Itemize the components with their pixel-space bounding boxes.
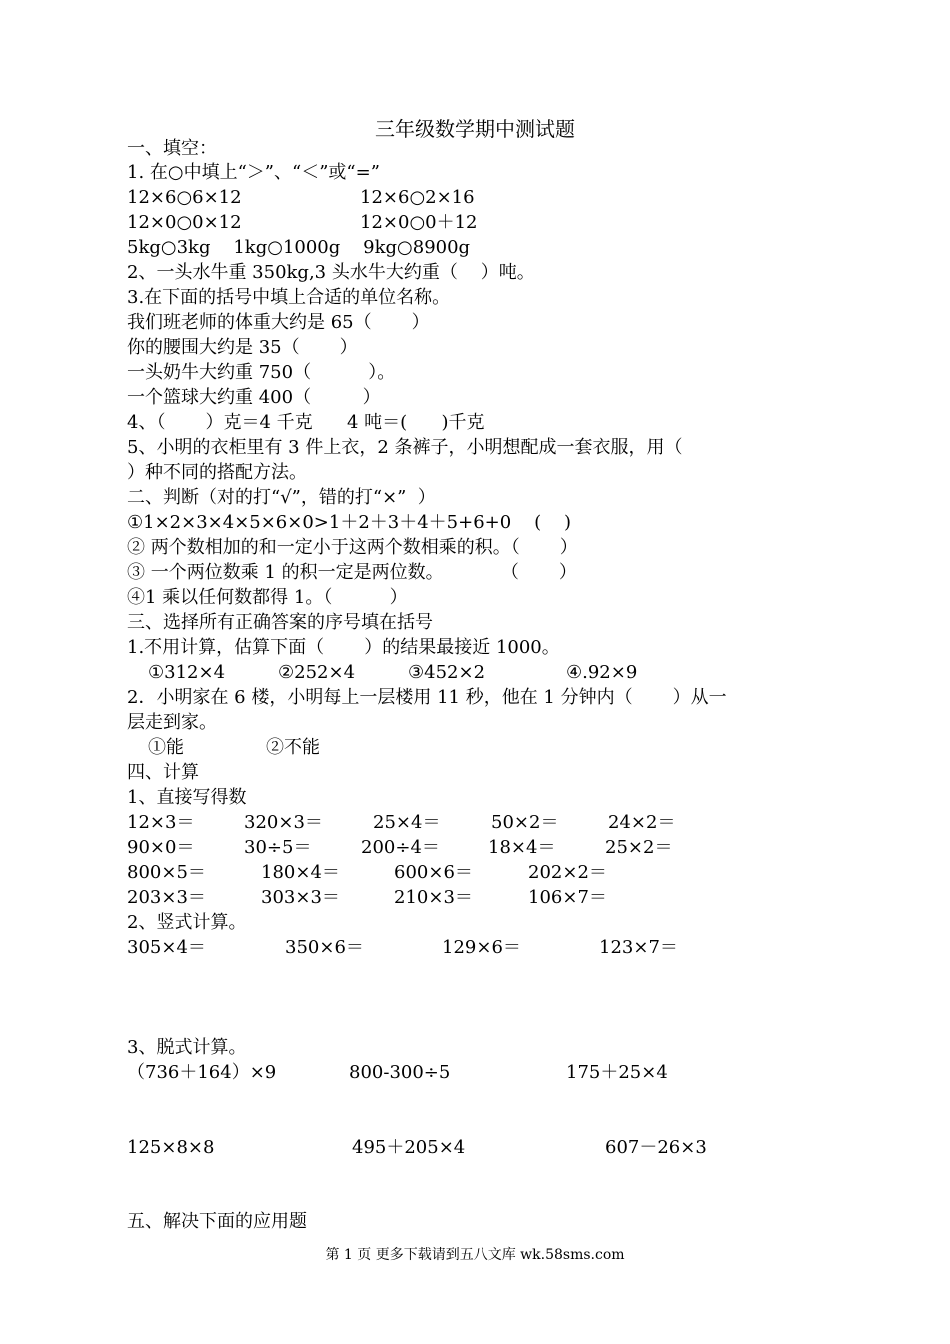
calc-item: 106×7＝ (528, 887, 607, 908)
calc-item: 203×3＝ (127, 887, 206, 908)
section1-q2: 2、一头水牛重 350kg,3 头水牛大约重（ ）吨。 (127, 262, 535, 283)
section3-q2-line2: 层走到家。 (127, 712, 217, 733)
q1-row1-b: 12×6○2×16 (360, 187, 475, 208)
calc-item: 303×3＝ (261, 887, 340, 908)
choice-option: ①312×4 (148, 662, 226, 683)
calc-item: 175＋25×4 (566, 1062, 668, 1083)
section4-sub3: 3、脱式计算。 (127, 1037, 247, 1058)
calc-item: （736＋164）×9 (127, 1062, 277, 1083)
q3-item: 一头奶牛大约重 750（ ）。 (127, 362, 396, 383)
page-footer: 第 1 页 更多下载请到五八文库 wk.58sms.com (325, 1247, 625, 1263)
calc-item: 125×8×8 (127, 1137, 215, 1158)
section4-heading: 四、计算 (127, 762, 199, 783)
calc-item: 129×6＝ (442, 937, 521, 958)
section4-sub2: 2、竖式计算。 (127, 912, 247, 933)
calc-item: 495＋205×4 (352, 1137, 466, 1158)
calc-item: 180×4＝ (261, 862, 340, 883)
judge-item: ④1 乘以任何数都得 1。（ ） (127, 587, 408, 608)
section3-heading: 三、选择所有正确答案的序号填在括号 (127, 612, 433, 633)
calc-item: 210×3＝ (394, 887, 473, 908)
section1-q5-line2: ）种不同的搭配方法。 (127, 462, 307, 483)
section1-q1: 1. 在○中填上“＞”、“＜”或“=” (127, 162, 380, 183)
section5-heading: 五、解决下面的应用题 (127, 1211, 307, 1232)
calc-item: 25×2＝ (605, 837, 673, 858)
calc-item: 350×6＝ (285, 937, 364, 958)
q3-item: 我们班老师的体重大约是 65（ ） (127, 312, 430, 333)
choice-option: ②不能 (266, 737, 320, 758)
calc-item: 320×3＝ (244, 812, 323, 833)
calc-item: 800×5＝ (127, 862, 206, 883)
q1-units: 5kg○3kg 1kg○1000g 9kg○8900g (127, 237, 471, 258)
choice-option: ①能 (148, 737, 184, 758)
calc-item: 12×3＝ (127, 812, 195, 833)
section2-heading: 二、判断（对的打“√”，错的打“×” ） (127, 487, 436, 508)
q1-row1-a: 12×6○6×12 (127, 187, 242, 208)
calc-item: 30÷5＝ (244, 837, 312, 858)
choice-option: ③452×2 (408, 662, 486, 683)
q1-row2-b: 12×0○0＋12 (360, 212, 478, 233)
section3-q1: 1.不用计算，估算下面（ ）的结果最接近 1000。 (127, 637, 560, 658)
section1-q3: 3.在下面的括号中填上合适的单位名称。 (127, 287, 451, 308)
q3-item: 你的腰围大约是 35（ ） (127, 337, 358, 358)
judge-item: ①1×2×3×4×5×6×0>1＋2＋3＋4＋5+6+0 ( ) (127, 512, 572, 533)
calc-item: 18×4＝ (488, 837, 556, 858)
calc-item: 50×2＝ (491, 812, 559, 833)
calc-item: 305×4＝ (127, 937, 206, 958)
judge-item: ② 两个数相加的和一定小于这两个数相乘的积。（ ） (127, 537, 578, 558)
calc-item: 24×2＝ (608, 812, 676, 833)
calc-item: 800-300÷5 (349, 1062, 451, 1083)
q1-row2-a: 12×0○0×12 (127, 212, 242, 233)
section3-q2-line1: 2．小明家在 6 楼，小明每上一层楼用 11 秒，他在 1 分钟内（ ）从一 (127, 687, 727, 708)
section1-heading: 一、填空： (127, 138, 217, 159)
section1-q4: 4、（ ）克＝4 千克 4 吨＝( )千克 (127, 412, 485, 433)
section4-sub1: 1、直接写得数 (127, 787, 247, 808)
judge-item: ③ 一个两位数乘 1 的积一定是两位数。 （ ） (127, 562, 577, 583)
section1-q5-line1: 5、小明的衣柜里有 3 件上衣，2 条裤子，小明想配成一套衣服，用（ (127, 437, 683, 458)
q3-item: 一个篮球大约重 400（ ） (127, 387, 381, 408)
calc-item: 90×0＝ (127, 837, 195, 858)
calc-item: 600×6＝ (394, 862, 473, 883)
calc-item: 202×2＝ (528, 862, 607, 883)
choice-option: ④.92×9 (566, 662, 638, 683)
calc-item: 607－26×3 (605, 1137, 707, 1158)
page-title: 三年级数学期中测试题 (375, 117, 575, 141)
calc-item: 25×4＝ (373, 812, 441, 833)
calc-item: 123×7＝ (599, 937, 678, 958)
calc-item: 200÷4＝ (361, 837, 440, 858)
choice-option: ②252×4 (278, 662, 356, 683)
